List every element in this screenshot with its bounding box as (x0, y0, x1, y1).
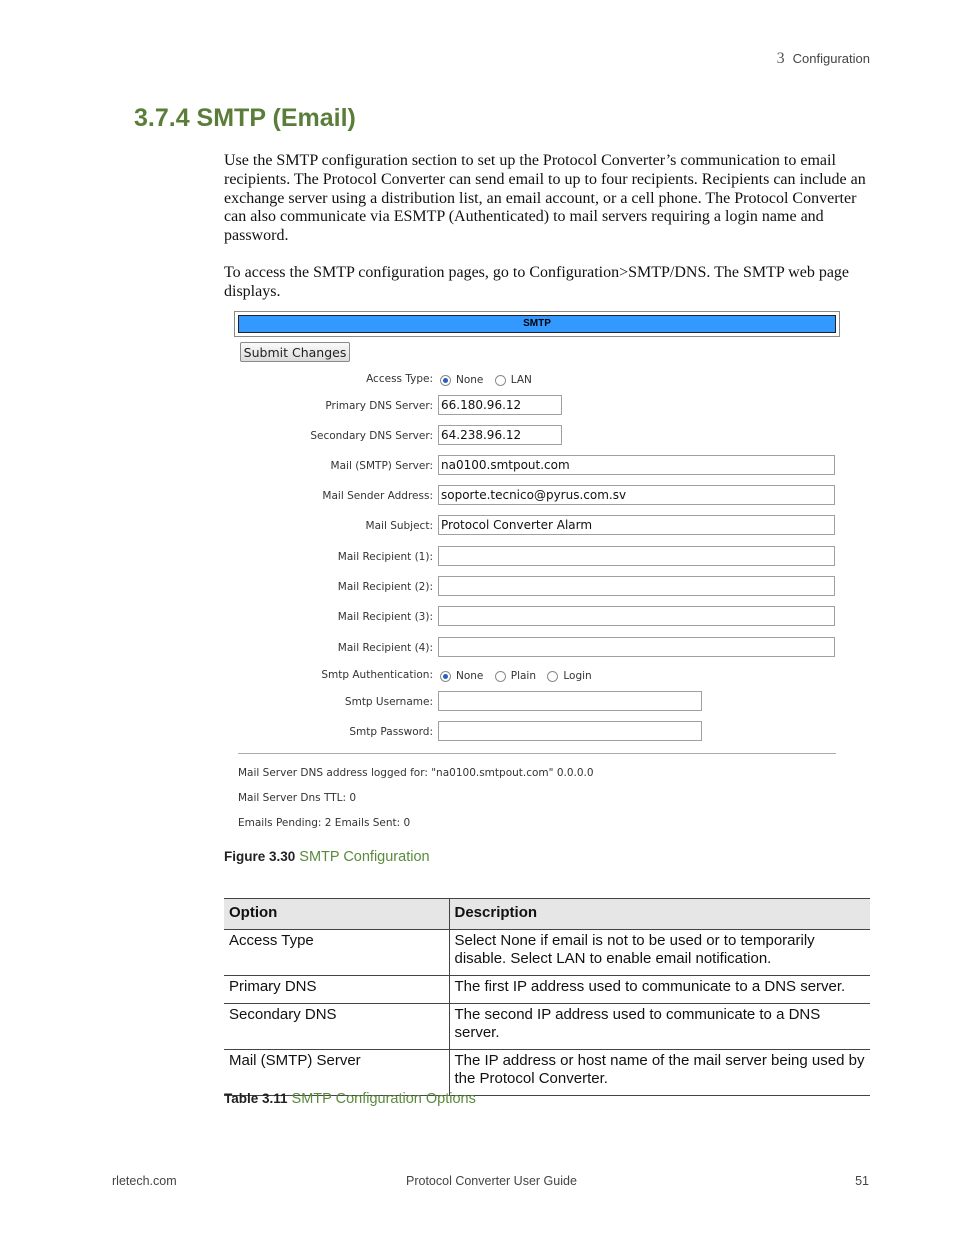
mail-subject-input[interactable]: Protocol Converter Alarm (438, 515, 835, 535)
running-header (777, 50, 870, 68)
smtp-title-bar (234, 311, 840, 337)
figure-label: Figure 3.30 (224, 849, 296, 864)
auth-plain-label: Plain (510, 670, 537, 682)
auth-plain-radio[interactable] (495, 671, 506, 682)
table-row (224, 1004, 870, 1050)
footer-website: rletech.com (112, 1174, 177, 1188)
access-lan-label: LAN (510, 374, 532, 386)
access-none-radio[interactable] (440, 375, 451, 386)
auth-login-label: Login (563, 670, 592, 682)
dns-ttl-text: Mail Server Dns TTL: 0 (238, 792, 357, 804)
mail-recipient-4-label: Mail Recipient (4): (337, 642, 433, 654)
table-cell-option: Primary DNS (224, 976, 449, 1004)
table-cell-description: The IP address or host name of the mail server being used by the Protocol Converter. (449, 1050, 870, 1096)
smtp-title: SMTP (238, 315, 836, 333)
figure-caption (224, 849, 430, 865)
table-caption-text: SMTP Configuration Options (291, 1091, 476, 1107)
footer-guide-title: Protocol Converter User Guide (406, 1174, 577, 1188)
mail-recipient-2-label: Mail Recipient (2): (337, 581, 433, 593)
access-lan-radio[interactable] (495, 375, 506, 386)
smtp-password-label: Smtp Password: (349, 726, 433, 738)
smtp-auth-radio-group (440, 670, 600, 682)
dns-status-text: Mail Server DNS address logged for: "na0100.smtpout.com" 0.0.0.0 (238, 767, 594, 779)
table-cell-option: Access Type (224, 930, 449, 976)
table-cell-option: Mail (SMTP) Server (224, 1050, 449, 1096)
mail-recipient-3-label: Mail Recipient (3): (337, 611, 433, 623)
table-cell-description: The first IP address used to communicate to a DNS server. (449, 976, 870, 1004)
sender-address-label: Mail Sender Address: (322, 490, 433, 502)
emails-status-text: Emails Pending: 2 Emails Sent: 0 (238, 817, 411, 829)
access-type-radio-group (440, 374, 540, 386)
smtp-server-input[interactable]: na0100.smtpout.com (438, 455, 835, 475)
table-row (224, 1050, 870, 1096)
table-cell-description: Select None if email is not to be used or to temporarily disable. Select LAN to enable email notification. (449, 930, 870, 976)
page-number: 51 (855, 1174, 869, 1188)
figure-text: SMTP Configuration (299, 849, 430, 865)
table-caption-label: Table 3.11 (224, 1091, 288, 1106)
smtp-username-input[interactable] (438, 691, 702, 711)
table-header-description: Description (449, 899, 870, 930)
access-paragraph: To access the SMTP configuration pages, go to Configuration>SMTP/DNS. The SMTP web page displays. (224, 264, 850, 300)
mail-recipient-1-label: Mail Recipient (1): (337, 551, 433, 563)
intro-paragraph: Use the SMTP configuration section to set up the Protocol Converter’s communication to email recipients. The Protocol Converter can send email to up to four recipients. Recipients can include an exchange server using a distribution list, an email account, or a cell phone. The Protocol Converter can also communicate via ESMTP (Authenticated) to mail servers requiring a login name and password. (224, 152, 866, 245)
mail-recipient-3-input[interactable] (438, 606, 835, 626)
table-caption (224, 1091, 476, 1107)
smtp-username-label: Smtp Username: (344, 696, 433, 708)
table-header-option: Option (224, 899, 449, 930)
table-cell-option: Secondary DNS (224, 1004, 449, 1050)
primary-dns-input[interactable]: 66.180.96.12 (438, 395, 562, 415)
table-header-row (224, 899, 870, 930)
smtp-password-input[interactable] (438, 721, 702, 741)
submit-changes-button[interactable]: Submit Changes (240, 342, 350, 362)
access-type-label: Access Type: (366, 373, 433, 385)
options-table (224, 898, 870, 1096)
auth-login-radio[interactable] (547, 671, 558, 682)
mail-recipient-2-input[interactable] (438, 576, 835, 596)
primary-dns-label: Primary DNS Server: (325, 400, 433, 412)
smtp-server-label: Mail (SMTP) Server: (330, 460, 433, 472)
mail-subject-label: Mail Subject: (365, 520, 433, 532)
auth-none-label: None (456, 670, 484, 682)
access-none-label: None (456, 374, 484, 386)
chapter-title: Configuration (792, 51, 870, 66)
chapter-number: 3 (776, 50, 785, 67)
section-title: 3.7.4 SMTP (Email) (134, 104, 356, 132)
sender-address-input[interactable]: soporte.tecnico@pyrus.com.sv (438, 485, 835, 505)
smtp-auth-label: Smtp Authentication: (321, 669, 433, 681)
secondary-dns-input[interactable]: 64.238.96.12 (438, 425, 562, 445)
secondary-dns-label: Secondary DNS Server: (310, 430, 433, 442)
table-row (224, 976, 870, 1004)
auth-none-radio[interactable] (440, 671, 451, 682)
divider (238, 753, 836, 754)
smtp-screenshot (234, 311, 840, 836)
mail-recipient-1-input[interactable] (438, 546, 835, 566)
table-cell-description: The second IP address used to communicate to a DNS server. (449, 1004, 870, 1050)
table-row (224, 930, 870, 976)
mail-recipient-4-input[interactable] (438, 637, 835, 657)
